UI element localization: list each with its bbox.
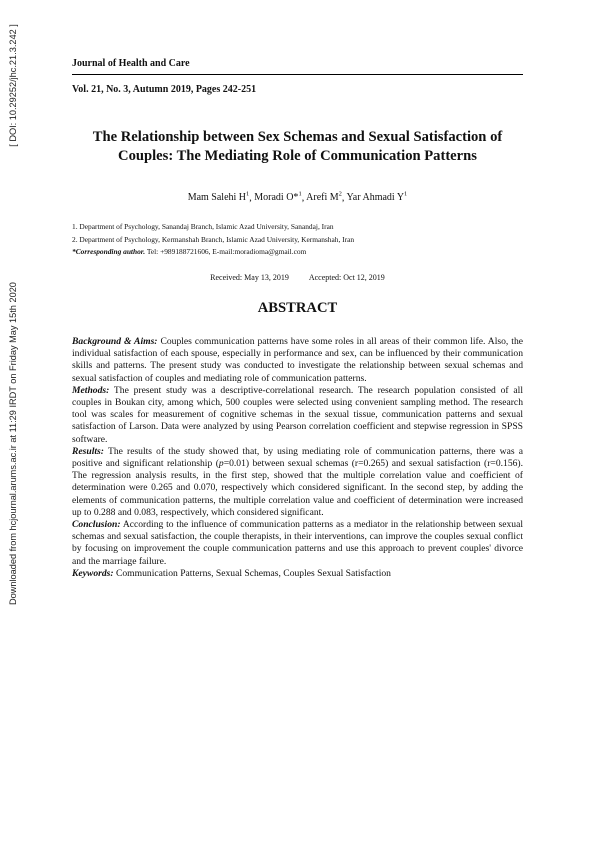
journal-name: Journal of Health and Care: [72, 58, 190, 69]
download-note: Downloaded from hcjournal.arums.ac.ir at 11:29 IRDT on Friday May 15th 2020: [8, 282, 18, 605]
corresponding-author: [72, 247, 306, 256]
abstract-conclusion: Conclusion: According to the influence of communication patterns as a mediator in the relationship between sexual schemas and sexual satisfaction, the couple therapists, in their interventions, can improve the couples sexual conflict by focusing on improvement the couple communication patterns and use this approach to prevent couples' divorce and the marriage failure.: [72, 519, 523, 567]
affiliation-2: 2. Department of Psychology, Kermanshah Branch, Islamic Azad University, Kermanshah, Iran: [72, 235, 355, 244]
title-line-1: The Relationship between Sex Schemas and Sexual Satisfaction of: [92, 129, 503, 145]
abstract-body: [72, 336, 523, 580]
corresponding-label: *Corresponding author.: [72, 247, 146, 256]
corresponding-contact: Tel: +989188721606, E-mail:moradioma@gmail.com: [145, 247, 307, 256]
abstract-results: Results: The results of the study showed that, by using mediating role of communication patterns, there was a positive and significant relationship (p=0.01) between sexual schemas (r=0.265) and sexual satisfaction (r=0.156). The regression analysis results, in the first step, showed that the multiple correlation value and coefficient of determination were 0.265 and 0.070, respectively which considered significant. In the second step, by adding the elements of communication patterns, the multiple correlation value and coefficient of determination were increased up to 0.288 and 0.083, respectively, which considered significant.: [72, 445, 523, 518]
side-margin-note: [8, 24, 18, 605]
author-1: Mam Salehi $H^1$: [187, 191, 250, 204]
accepted-date: Accepted: Oct 12, 2019: [308, 273, 385, 282]
author-4: Yar Ahmadi $Y^1$: [346, 191, 408, 204]
title-line-2: Couples: The Mediating Role of Communication Patterns: [118, 148, 477, 164]
author-list: Mam Salehi $H^1$, Moradi O*$^1$, Arefi $M^2$, Yar Ahmadi $Y^1$: [187, 191, 408, 204]
volume-info: Vol. 21, No. 3, Autumn 2019, Pages 242-251: [72, 84, 257, 95]
abstract-keywords: Keywords: Communication Patterns, Sexual Schemas, Couples Sexual Satisfaction: [72, 567, 391, 579]
header-rule: [72, 74, 523, 75]
paper-title: [60, 128, 535, 166]
abstract-background: Background & Aims: Couples communication patterns have some roles in all areas of their common life. Also, the individual satisfaction of each spouse, especially in performance and sex, can be influenced by their communication skills and patterns. The present study was conducted to investigate the relationship between sexual schemas and sexual satisfaction of couples and mediating role of communication patterns.: [72, 336, 523, 384]
affiliation-1: 1. Department of Psychology, Sanandaj Branch, Islamic Azad University, Sanandaj, Iran: [72, 222, 334, 231]
author-2: Moradi O*$^1$: [254, 191, 302, 204]
received-date: Received: May 13, 2019: [210, 273, 289, 282]
abstract-methods: Methods: The present study was a descriptive-correlational research. The research population consisted of all couples in Boukan city, among which, 500 couples were selected using convenient sampling method. The research tool was scales for measurement of cognitive schemas in the sexual tissue, communication patterns and sexual satisfaction of Larson. Data were analyzed by using Pearson correlation coefficient and stepwise regression in SPSS software.: [72, 384, 523, 445]
abstract-heading: ABSTRACT: [257, 300, 338, 316]
submission-dates: [60, 273, 535, 282]
doi-link[interactable]: [ DOI: 10.29252/jhc.21.3.242 ]: [8, 24, 18, 147]
author-3: Arefi $M^2$: [306, 191, 342, 204]
